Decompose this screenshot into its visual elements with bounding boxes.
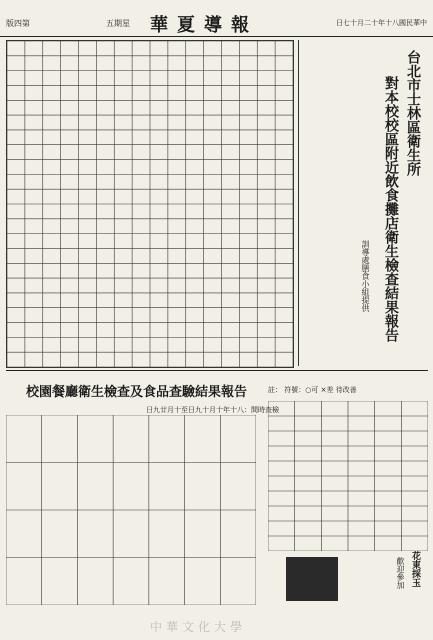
sidebar-text: 歡迎參加	[396, 557, 405, 589]
watermark-stamp: 中華文化大學	[150, 620, 247, 634]
weekday: 五期星	[106, 19, 130, 28]
paper-title: 華夏導報	[150, 15, 258, 36]
bottom-right-table	[268, 401, 428, 551]
issue-date: 日七十月二十年十八國民華中	[336, 19, 427, 27]
headline-line2: 對本校校區附近飲食攤店衛生檢查結果報告	[383, 76, 399, 342]
bottom-table	[6, 415, 256, 605]
legend-bad: ×差	[320, 386, 334, 394]
sidebar-title: 花東採玉	[410, 551, 420, 587]
photo	[286, 557, 338, 601]
right-headline-column	[298, 40, 429, 366]
masthead	[0, 10, 433, 37]
legend-improve: 待改善	[335, 386, 357, 394]
inspection-grid	[7, 41, 293, 367]
bottom-section	[6, 370, 428, 609]
headline-line1: 台北市士林區衛生所	[405, 50, 421, 176]
legend	[268, 385, 357, 395]
bottom-headline: 校園餐廳衛生檢查及食品查驗結果報告	[26, 385, 248, 400]
inspection-table-top	[6, 40, 294, 368]
inspection-dateline: 日九廿月十至日九十月十年十八：間時查檢	[146, 406, 279, 414]
legend-intro: 註：	[268, 386, 282, 394]
page-number: 版四第	[6, 19, 30, 28]
byline: 訓導處膳食小組提供	[361, 240, 370, 312]
legend-ok: 符號：○可	[284, 386, 319, 394]
